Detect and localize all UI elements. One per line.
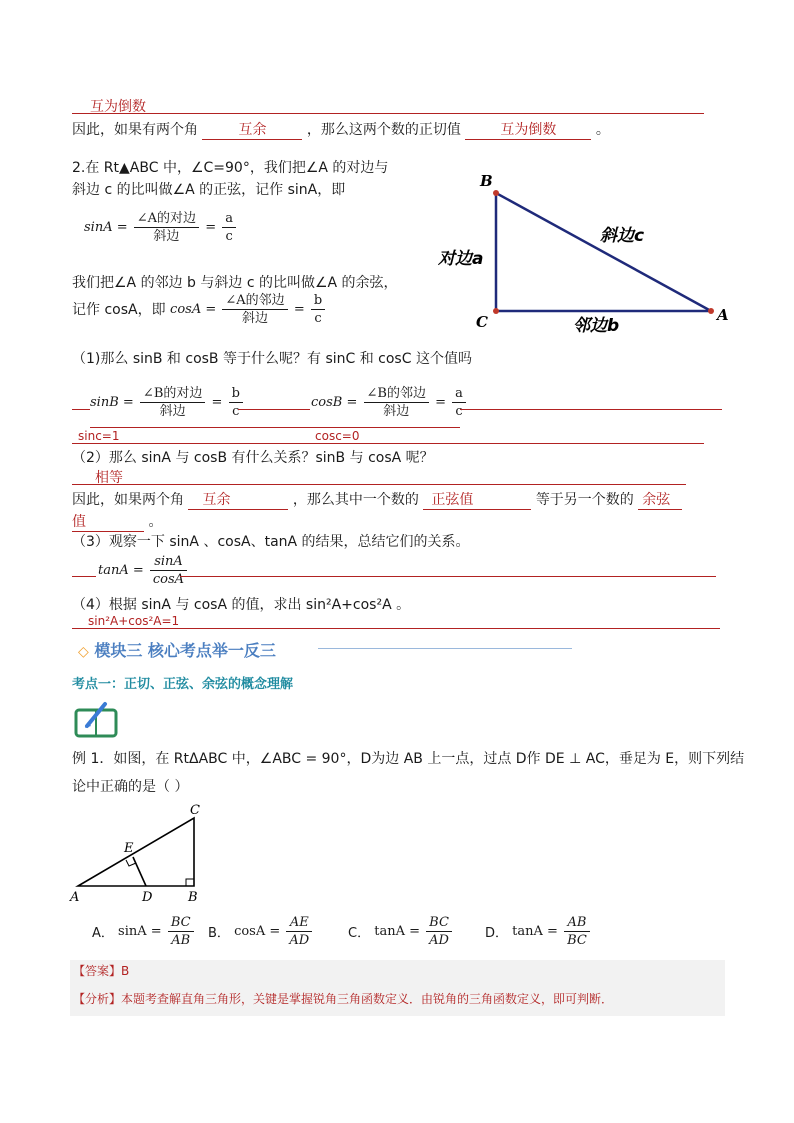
option-D-fraction [564, 914, 590, 949]
cosB-formula [311, 385, 468, 420]
answer-underline [72, 443, 704, 444]
sinA-denominator: 斜边 [153, 229, 180, 244]
sinB-fraction [140, 385, 205, 420]
option-B-label: B． [208, 926, 230, 941]
option-A-den: AB [171, 933, 191, 948]
label-D: D [142, 890, 153, 905]
blank-sine: 正弦值 [423, 489, 531, 510]
conclusion-mid-2: 等于另一个数的 [535, 492, 634, 508]
module-heading-rule [318, 648, 572, 649]
cosc-answer: cosc=0 [315, 429, 360, 443]
blank-complement: 互余 [188, 489, 288, 510]
conclusion-end: 。 [595, 122, 610, 138]
option-C-num: BC [426, 914, 452, 932]
answer-analysis-box [70, 960, 725, 1016]
option-A-num: BC [168, 914, 194, 932]
sinB-lhs: sinB = [90, 395, 134, 410]
option-C-fraction [426, 914, 452, 949]
answer-value: B [121, 964, 130, 978]
q4-answer: sin²A+cos²A=1 [88, 614, 180, 628]
sinA-ratio-num: a [222, 210, 236, 228]
vertex-C-dot [493, 308, 499, 314]
cosB-ratio-num: a [452, 385, 466, 403]
question-4: （4）根据 sinA 与 cosA 的值，求出 sin²A+cos²A 。 [72, 597, 411, 613]
option-B-fraction [286, 914, 312, 949]
triangle-outline [496, 193, 711, 311]
answer-tag: 【答案】 [73, 964, 122, 978]
blank-cosine-a: 余弦 [638, 489, 682, 510]
cosB-fraction [364, 385, 429, 420]
equals: = [205, 220, 217, 235]
option-A-fraction [168, 914, 194, 949]
answer-underline [180, 576, 716, 577]
sinA-ratio [222, 210, 236, 245]
conclusion-end: 。 [148, 514, 163, 530]
tanA-formula [98, 553, 189, 588]
triangle-ABC [78, 818, 194, 886]
sinA-fraction [134, 210, 199, 245]
conclusion-line-1 [72, 119, 610, 140]
label-C: C [190, 803, 200, 818]
blank-reciprocal: 互为倒数 [465, 119, 591, 140]
label-B: B [188, 890, 198, 905]
sinB-denominator: 斜边 [159, 404, 186, 419]
cosB-numerator: ∠B的邻边 [364, 385, 429, 403]
option-C-den: AD [429, 933, 449, 948]
module-title: 模块三 核心考点举一反三 [94, 641, 276, 660]
answer-underline [72, 409, 90, 410]
answer-underline [72, 484, 686, 485]
blank-cosine-b: 值 [72, 511, 144, 532]
sine-definition-line-2: 斜边 c 的比叫做∠A 的正弦，记作 sinA，即 [72, 182, 346, 198]
example-1-line-2: 论中正确的是（ ） [72, 779, 189, 795]
option-A-label: A． [92, 926, 114, 941]
q2-answer-equal: 相等 [95, 470, 123, 486]
analysis-line [73, 990, 613, 1007]
tanA-denominator: cosA [152, 572, 185, 587]
cosA-ratio-num: b [311, 292, 325, 310]
cosine-definition-line-1: 我们把∠A 的邻边 b 与斜边 c 的比叫做∠A 的余弦， [72, 275, 398, 291]
example-triangle-figure [66, 800, 216, 910]
equals: = [435, 395, 446, 410]
vertex-A-label: A [717, 306, 729, 324]
cosB-lhs: cosB = [311, 395, 358, 410]
answer-underline [238, 409, 310, 410]
answer-underline [460, 409, 722, 410]
option-C[interactable] [348, 914, 454, 949]
conclusion-prefix: 因此，如果两个角 [72, 492, 184, 508]
sinA-numerator: ∠A的对边 [134, 210, 199, 228]
right-triangle-figure [438, 165, 740, 340]
conclusion-mid: ，那么其中一个数的 [292, 492, 419, 508]
sinA-lhs: sinA = [84, 220, 128, 235]
tanA-fraction [150, 553, 187, 588]
tanA-lhs: tanA = [98, 563, 144, 578]
option-D[interactable] [485, 914, 592, 949]
option-C-fn: tanA = [374, 924, 420, 939]
hypotenuse-label: 斜边c [600, 226, 645, 246]
conclusion-line-2 [72, 489, 682, 510]
cosA-numerator: ∠A的邻边 [222, 292, 287, 310]
sinB-numerator: ∠B的对边 [140, 385, 205, 403]
option-D-num: AB [564, 914, 590, 932]
option-D-den: BC [567, 933, 587, 948]
option-C-label: C． [348, 926, 371, 941]
sine-definition-line-1: 2.在 Rt▲ABC 中，∠C=90°，我们把∠A 的对边与 [72, 160, 389, 176]
module-heading [78, 638, 276, 661]
cosine-definition-line-2 [72, 292, 327, 327]
question-3: （3）观察一下 sinA 、cosA、tanA 的结果，总结它们的关系。 [72, 534, 470, 550]
tanA-numerator: sinA [150, 553, 187, 571]
cosB-ratio [452, 385, 466, 420]
answer-line [73, 962, 129, 979]
answer-underline [72, 628, 720, 629]
option-B-num: AE [286, 914, 312, 932]
sinB-ratio-den: c [232, 404, 240, 419]
book-pencil-icon [73, 700, 119, 738]
conclusion-prefix: 因此，如果有两个角 [72, 122, 198, 138]
vertex-B-dot [493, 190, 499, 196]
sinB-formula [90, 385, 245, 420]
vertex-B-label: B [480, 172, 493, 190]
topic-heading: 考点一：正切、正弦、余弦的概念理解 [72, 677, 294, 692]
conclusion-line-2b [72, 511, 162, 532]
option-A[interactable] [92, 914, 196, 949]
analysis-tag: 【分析】 [73, 992, 122, 1006]
answer-underline [72, 113, 704, 114]
label-A: A [70, 890, 80, 905]
sinA-ratio-den: c [225, 229, 233, 244]
answer-underline [90, 427, 460, 428]
blank-complement: 互余 [202, 119, 302, 140]
answer-underline [72, 576, 96, 577]
conclusion-mid: ，那么这两个数的正切值 [306, 122, 461, 138]
option-D-fn: tanA = [512, 924, 558, 939]
opposite-side-label: 对边a [438, 249, 484, 269]
analysis-text: 本题考查解直角三角形，关键是掌握锐角三角函数定义．由锐角的三角函数定义，即可判断． [121, 992, 614, 1006]
sinB-ratio-num: b [229, 385, 243, 403]
option-B-den: AD [289, 933, 310, 948]
vertex-A-dot [708, 308, 714, 314]
cosA-fraction [222, 292, 287, 327]
example-1-line-1: 例 1．如图，在 RtΔABC 中，∠ABC = 90°，D为边 AB 上一点，过点 D作 DE ⊥ AC，垂足为 E，则下列结 [72, 751, 745, 767]
cosA-denominator: 斜边 [242, 311, 269, 326]
option-D-label: D． [485, 926, 509, 941]
question-1: （1)那么 sinB 和 cosB 等于什么呢？有 sinC 和 cosC 这个值吗 [72, 351, 472, 367]
cosB-ratio-den: c [455, 404, 463, 419]
diamond-arrows-icon: ◇ [78, 644, 89, 660]
option-B-fn: cosA = [234, 924, 281, 939]
segment-DE [133, 857, 146, 886]
sinB-ratio [229, 385, 243, 420]
label-E: E [124, 841, 134, 856]
equals: = [211, 395, 223, 410]
question-2: （2）那么 sinA 与 cosB 有什么关系？sinB 与 cosA 呢？ [72, 450, 434, 466]
sinA-formula [84, 210, 238, 245]
cosA-ratio [311, 292, 325, 327]
cosA-lhs: cosA = [170, 302, 217, 317]
sinc-answer: sinc=1 [78, 429, 120, 443]
cosB-denominator: 斜边 [383, 404, 410, 419]
reciprocal-answer: 互为倒数 [90, 99, 146, 115]
right-angle-mark-B [186, 879, 194, 886]
cosine-lead: 记作 cosA，即 [72, 302, 166, 318]
cosA-ratio-den: c [314, 311, 322, 326]
option-B[interactable] [208, 914, 314, 949]
adjacent-side-label: 邻边b [573, 316, 620, 336]
option-A-fn: sinA = [118, 924, 162, 939]
vertex-C-label: C [476, 313, 488, 331]
equals: = [293, 302, 305, 317]
